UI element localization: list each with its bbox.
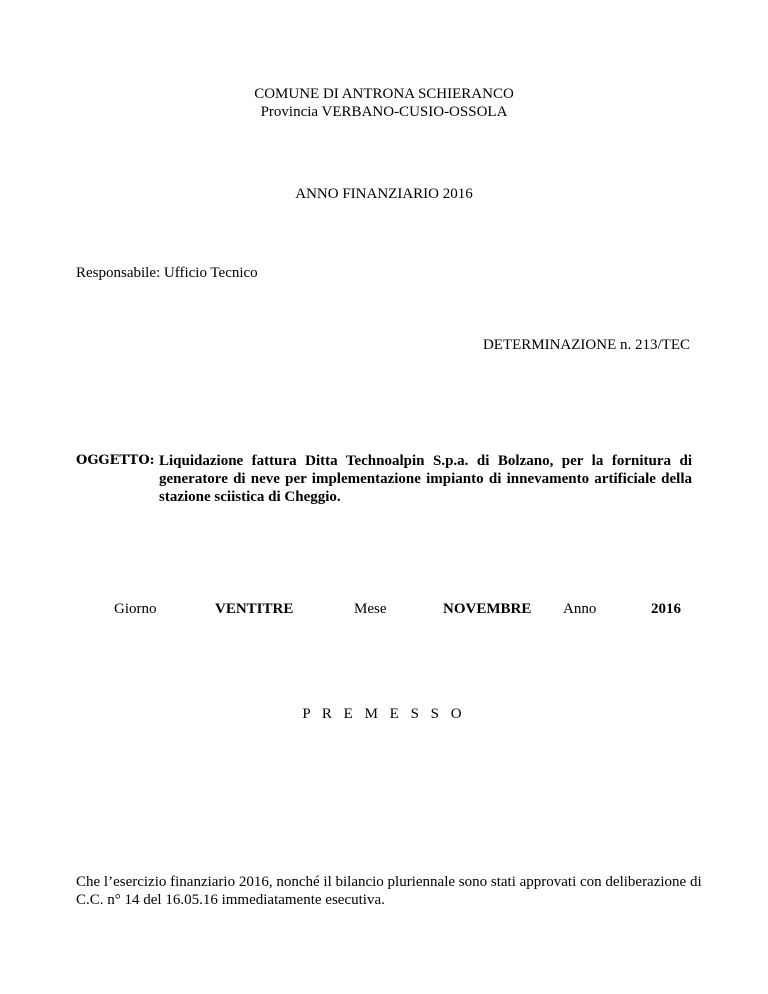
determination-number: DETERMINAZIONE n. 213/TEC	[482, 337, 690, 353]
responsible-office: Responsabile: Ufficio Tecnico	[76, 265, 258, 281]
fiscal-year: ANNO FINANZIARIO 2016	[295, 186, 473, 202]
subject-text: Liquidazione fattura Ditta Technoalpin S.p.a. di Bolzano, per la fornitura di generatore di neve per implementazione impianto di innevamento artificiale della stazione sciistica di Cheggio.	[159, 453, 692, 505]
year-value: 2016	[651, 601, 681, 617]
month-label: Mese	[354, 601, 387, 617]
day-label: Giorno	[114, 601, 157, 617]
premesso-heading: P R E M E S S O	[302, 706, 466, 722]
month-value: NOVEMBRE	[443, 601, 532, 617]
subject-block	[76, 452, 692, 506]
province-name: Provincia VERBANO-CUSIO-OSSOLA	[260, 104, 508, 120]
premise-paragraph: Che l’esercizio finanziario 2016, nonché il bilancio pluriennale sono stati approvati con deliberazione di C.C. n° 14 del 16.05.16 immediatamente esecutiva.	[76, 874, 702, 908]
subject-label: OGGETTO:	[76, 453, 155, 468]
municipality-name: COMUNE DI ANTRONA SCHIERANCO	[254, 86, 514, 102]
day-value: VENTITRE	[215, 601, 294, 617]
year-label: Anno	[563, 601, 597, 617]
